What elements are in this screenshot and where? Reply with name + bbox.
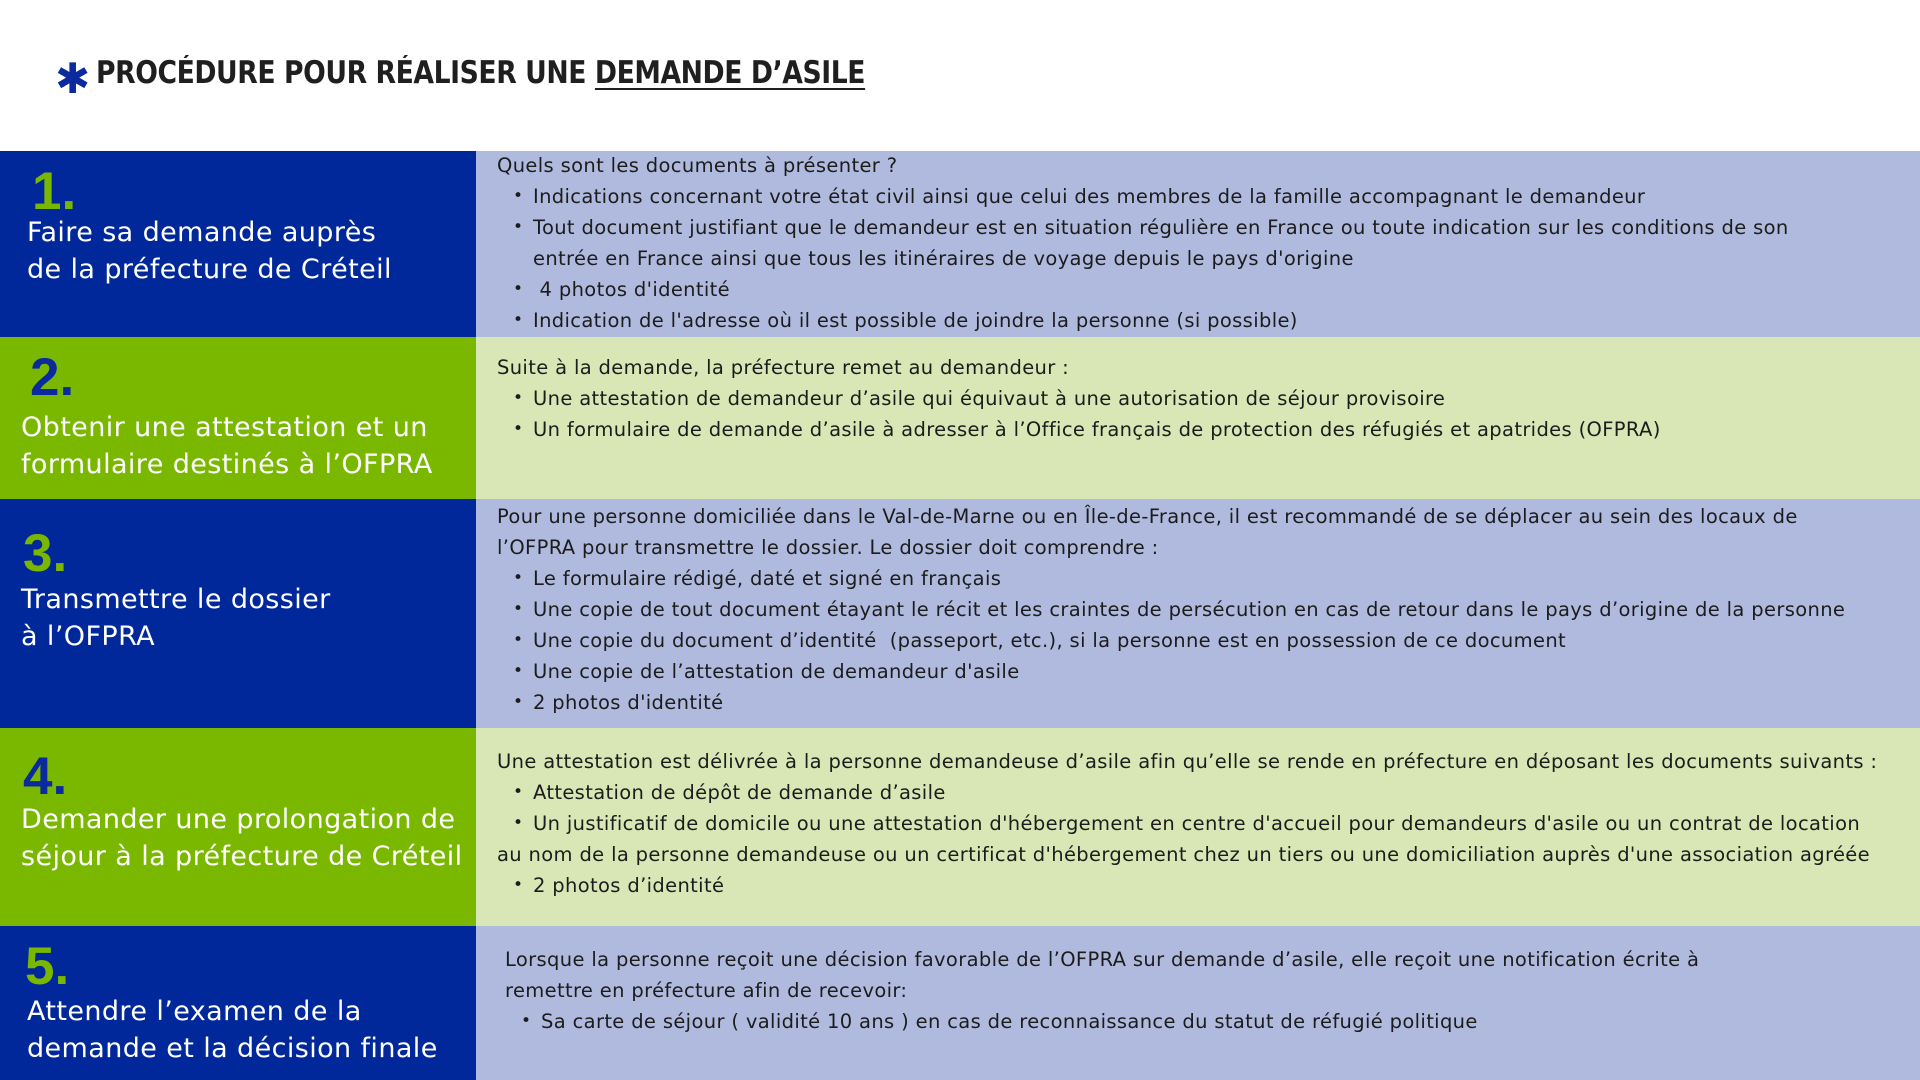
- step-title-line: Faire sa demande auprès: [27, 217, 377, 248]
- step-content: [497, 501, 1902, 718]
- step-title-line: séjour à la préfecture de Créteil: [21, 841, 463, 872]
- document-list: [497, 870, 1920, 901]
- list-item: • Une attestation de demandeur d’asile qui équivaut à une autorisation de séjour provisoire: [497, 383, 1897, 414]
- step-intro: Suite à la demande, la préfecture remet au demandeur :: [497, 356, 1070, 379]
- step-title-line: Demander une prolongation de: [21, 804, 456, 835]
- step-4-label-panel: [0, 728, 476, 926]
- list-item: • 4 photos d'identité: [497, 274, 1897, 305]
- step-row-2: [0, 337, 1920, 499]
- step-intro: Lorsque la personne reçoit une décision favorable de l’OFPRA sur demande d’asile, elle reçoit une notification écrite à remettre en préfecture afin de recevoir:: [505, 948, 1700, 1002]
- document-list: [497, 563, 1902, 718]
- document-list: [497, 777, 1920, 839]
- step-5-label-panel: [0, 926, 476, 1080]
- step-3-label-panel: [0, 499, 476, 728]
- step-title-line: Transmettre le dossier: [21, 584, 331, 615]
- list-item: • Une copie de l’attestation de demandeur d'asile: [497, 656, 1902, 687]
- list-item: • Tout document justifiant que le demandeur est en situation régulière en France ou toute indication sur les conditions de son entrée en France ainsi que tous les itinéraires de voyage depuis le pays d'origine: [497, 212, 1833, 274]
- list-item: • Indication de l'adresse où il est possible de joindre la personne (si possible): [497, 305, 1897, 336]
- step-content: [505, 944, 1765, 1037]
- step-title: [27, 993, 451, 1067]
- step-number: 5.: [25, 937, 70, 996]
- list-item: • Le formulaire rédigé, daté et signé en français: [497, 563, 1902, 594]
- step-title-line: Obtenir une attestation et un: [21, 412, 428, 443]
- step-content: [497, 746, 1920, 901]
- list-item: • Un justificatif de domicile ou une attestation d'hébergement en centre d'accueil pour demandeurs d'asile ou un contrat de location: [497, 808, 1920, 839]
- step-intro: Une attestation est délivrée à la personne demandeuse d’asile afin qu’elle se rende en préfecture en déposant les documents suivants :: [497, 750, 1878, 773]
- step-row-1: [0, 151, 1920, 337]
- step-title-line: Attendre l’examen de la: [27, 996, 362, 1027]
- step-content: [497, 352, 1897, 445]
- step-1-label-panel: [0, 151, 476, 337]
- title-underlined: DEMANDE D’ASILE: [595, 55, 866, 91]
- step-2-label-panel: [0, 337, 476, 499]
- step-4-content-panel: [476, 728, 1920, 926]
- list-item: • Indications concernant votre état civil ainsi que celui des membres de la famille accompagnant le demandeur: [497, 181, 1897, 212]
- step-intro: Pour une personne domiciliée dans le Val-de-Marne ou en Île-de-France, il est recommandé de se déplacer au sein des locaux de l’OFPRA pour transmettre le dossier. Le dossier doit comprendre :: [497, 505, 1798, 559]
- document-list: [497, 383, 1897, 445]
- step-number: 2.: [30, 348, 75, 407]
- list-item: • Une copie de tout document étayant le récit et les craintes de persécution en cas de retour dans le pays d’origine de la personne: [497, 594, 1902, 625]
- list-item: • Un formulaire de demande d’asile à adresser à l’Office français de protection des réfugiés et apatrides (OFPRA): [497, 414, 1897, 445]
- list-item: • 2 photos d’identité: [497, 870, 1920, 901]
- list-item: • Sa carte de séjour ( validité 10 ans ) en cas de reconnaissance du statut de réfugié politique: [505, 1006, 1765, 1037]
- header: [0, 0, 1920, 151]
- step-title: [27, 214, 395, 288]
- page-title: [55, 52, 991, 103]
- step-title-line: de la préfecture de Créteil: [27, 254, 392, 285]
- step-title: [21, 801, 465, 875]
- step-number: 1.: [32, 162, 77, 221]
- step-content: [497, 150, 1897, 336]
- step-row-3: [0, 499, 1920, 728]
- list-item: • Attestation de dépôt de demande d’asile: [497, 777, 1920, 808]
- step-title-line: formulaire destinés à l’OFPRA: [21, 449, 433, 480]
- step-number: 4.: [23, 747, 68, 806]
- step-intro: Quels sont les documents à présenter ?: [497, 154, 898, 177]
- step-1-content-panel: [476, 151, 1920, 337]
- step-title: [21, 409, 445, 483]
- asterisk-icon: ✱: [55, 54, 91, 103]
- list-item-continuation: au nom de la personne demandeuse ou un certificat d'hébergement chez un tiers ou une domiciliation auprès d'une association agréée: [497, 843, 1870, 866]
- step-row-4: [0, 728, 1920, 926]
- document-list: [497, 181, 1897, 336]
- step-number: 3.: [23, 524, 68, 583]
- step-2-content-panel: [476, 337, 1920, 499]
- document-list: [505, 1006, 1765, 1037]
- step-row-5: [0, 926, 1920, 1080]
- title-prefix: PROCÉDURE POUR RÉALISER UNE: [96, 55, 596, 91]
- step-title-line: demande et la décision finale: [27, 1033, 438, 1064]
- step-5-content-panel: [476, 926, 1920, 1080]
- list-item: • Une copie du document d’identité (passeport, etc.), si la personne est en possession de ce document: [497, 625, 1902, 656]
- step-3-content-panel: [476, 499, 1920, 728]
- step-title: [21, 581, 445, 655]
- list-item: • 2 photos d'identité: [497, 687, 1902, 718]
- step-title-line: à l’OFPRA: [21, 621, 156, 652]
